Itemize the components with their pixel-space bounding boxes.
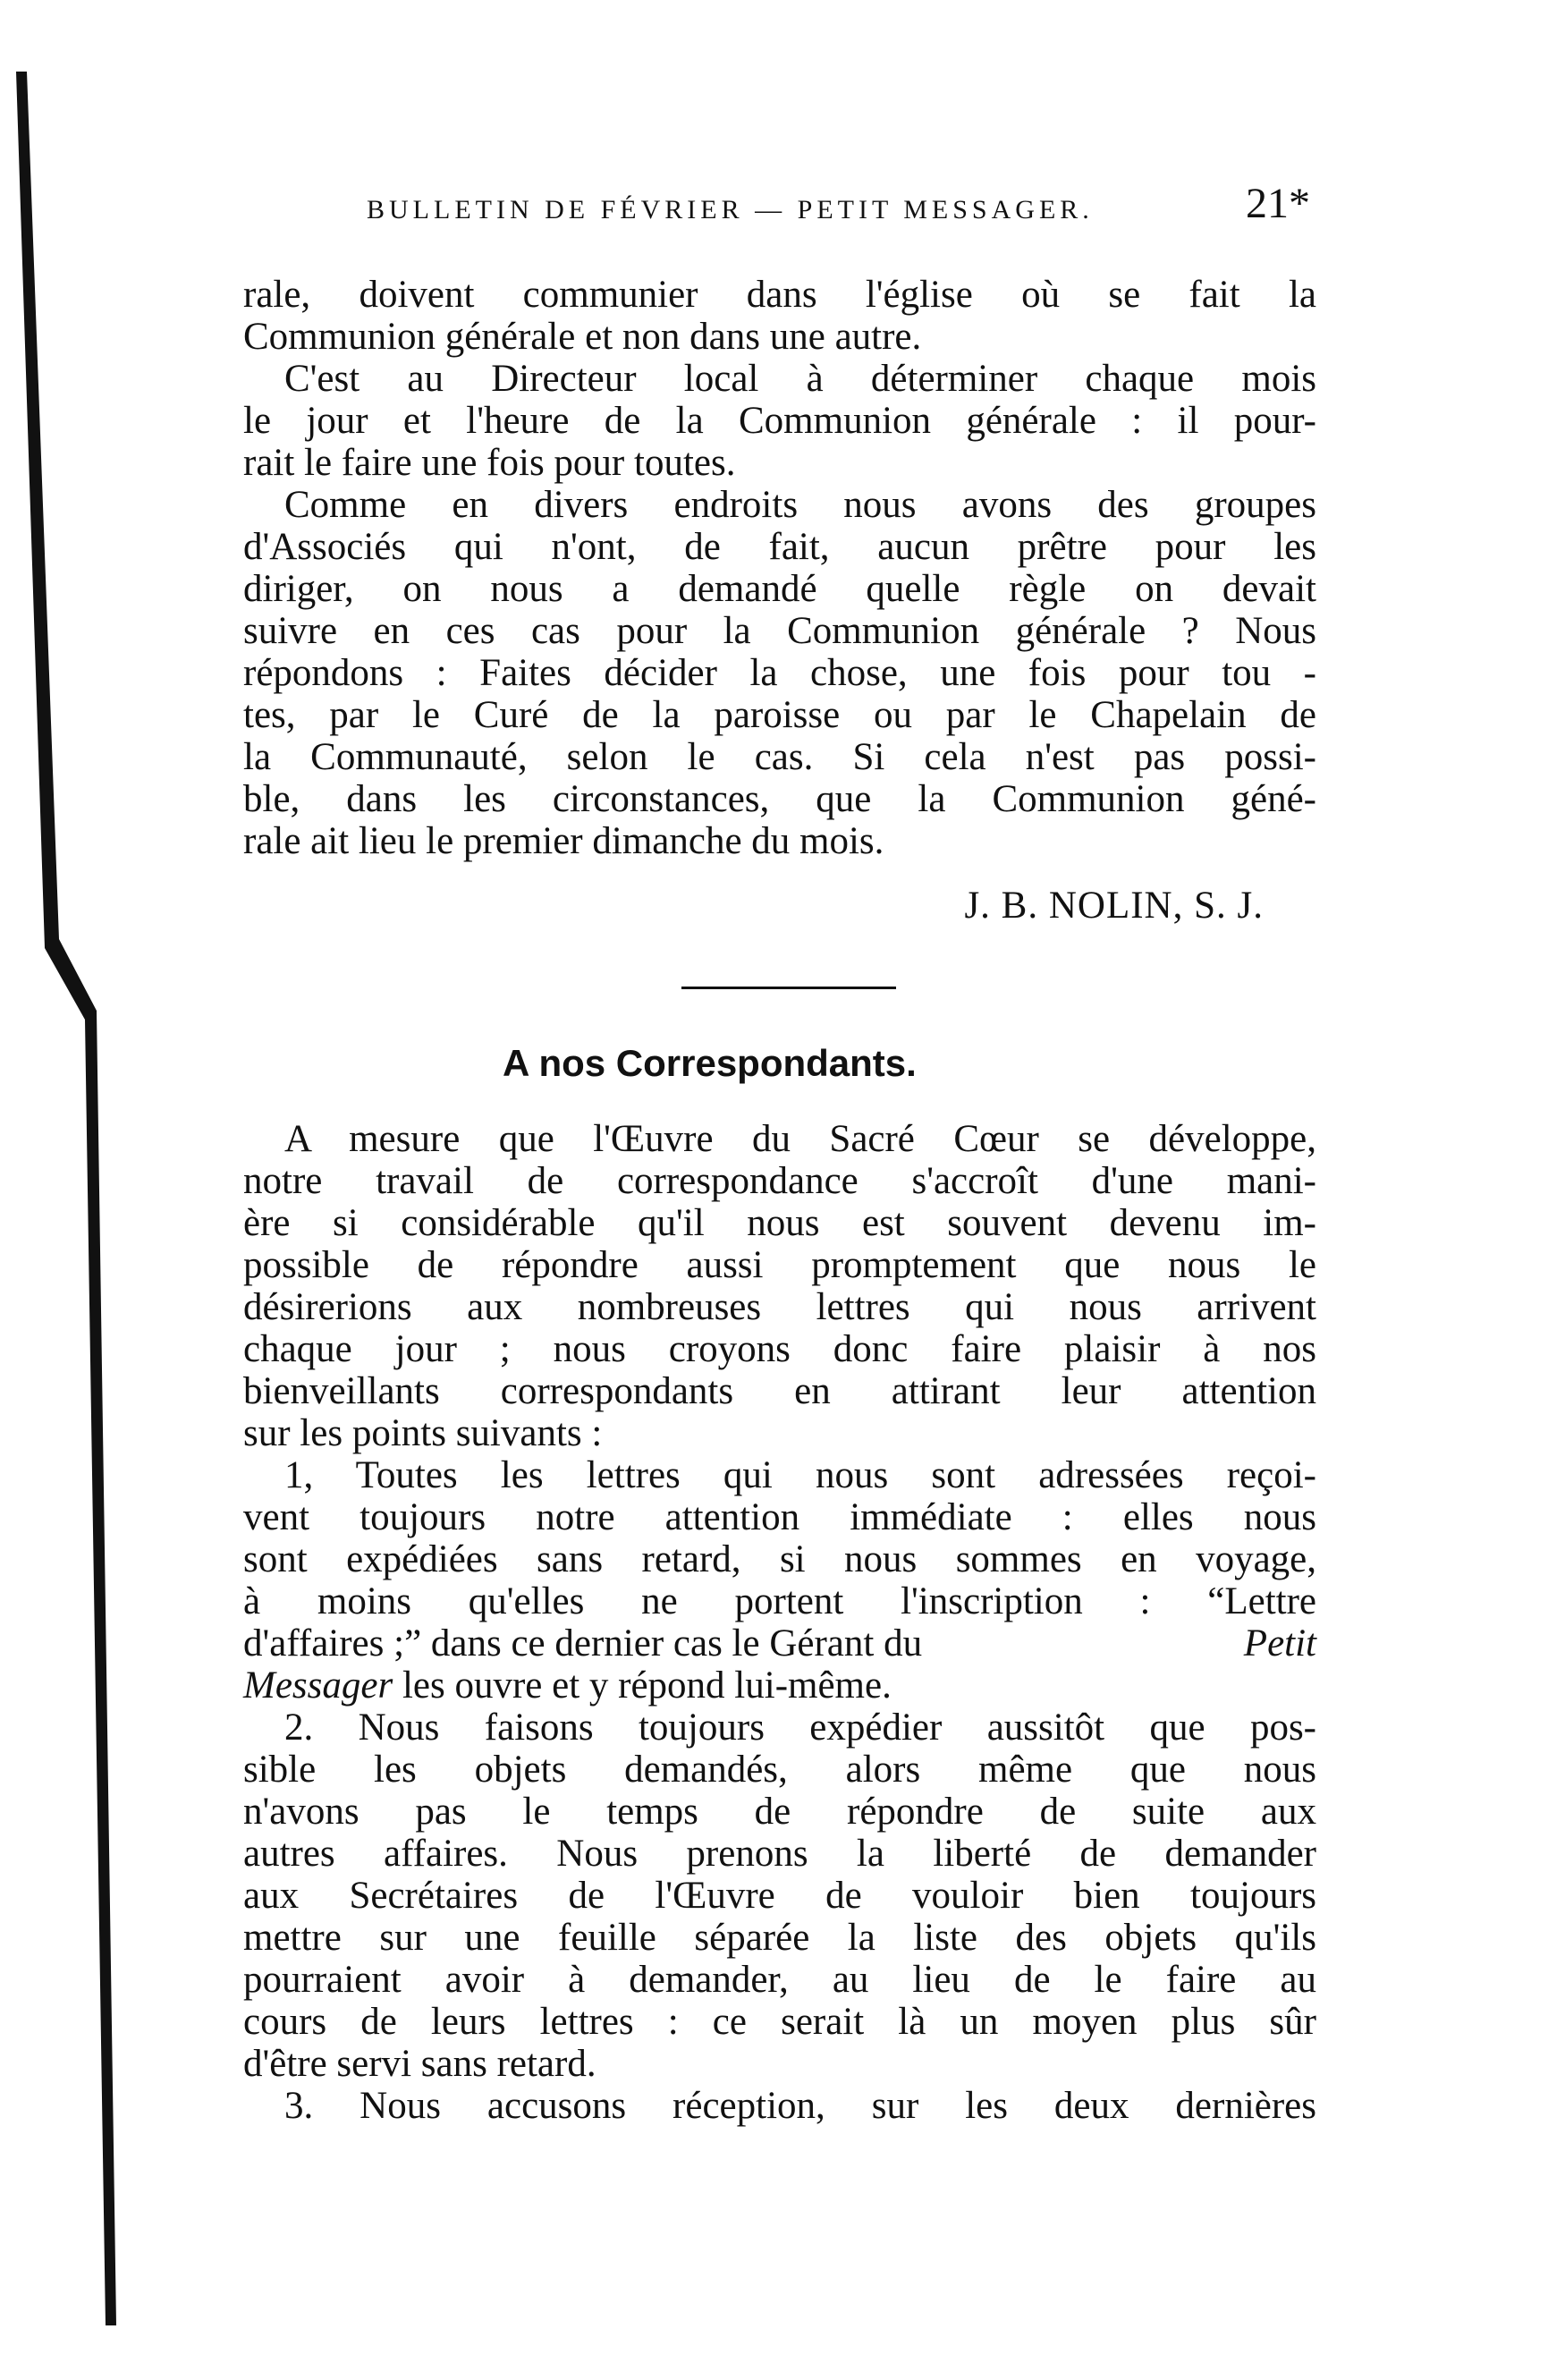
article-continuation: [243, 274, 1316, 862]
text-line: n'avons pas le temps de répondre de suite aux: [243, 1791, 1316, 1833]
text-line: 3. Nous accusons réception, sur les deux dernières: [284, 2085, 1316, 2127]
text-line: Communion générale et non dans une autre.: [243, 316, 922, 358]
text-line: 2. Nous faisons toujours expédier aussitôt que pos-: [284, 1707, 1316, 1749]
text-line: ble, dans les circonstances, que la Communion géné-: [243, 778, 1316, 820]
text-line: rale, doivent communier dans l'église où se fait la: [243, 274, 1316, 316]
text-line: à moins qu'elles ne portent l'inscription : “Lettre: [243, 1580, 1316, 1622]
text-line: autres affaires. Nous prenons la liberté de demander: [243, 1833, 1316, 1875]
text-line: désirerions aux nombreuses lettres qui nous arrivent: [243, 1286, 1316, 1328]
running-title: BULLETIN DE FÉVRIER — PETIT MESSAGER.: [367, 195, 1094, 224]
correspondents-notice: [243, 1118, 1316, 2127]
author-signature: J. B. NOLIN, S. J.: [964, 885, 1264, 927]
text-line: répondons : Faites décider la chose, une fois pour tou -: [243, 652, 1316, 694]
italic-title-word: Messager: [243, 1664, 393, 1707]
text-line: 1, Toutes les lettres qui nous sont adressées reçoi-: [284, 1454, 1316, 1496]
text-line: [243, 1622, 1316, 1664]
text-line: bienveillants correspondants en attirant leur attention: [243, 1370, 1316, 1412]
running-header: [367, 180, 1310, 227]
section-title: A nos Correspondants.: [503, 1042, 917, 1084]
text-line: [243, 1664, 1316, 1707]
text-line: sont expédiées sans retard, si nous sommes en voyage,: [243, 1538, 1316, 1580]
text-line: cours de leurs lettres : ce serait là un moyen plus sûr: [243, 2001, 1316, 2043]
text-line: tes, par le Curé de la paroisse ou par le Chapelain de: [243, 694, 1316, 736]
book-spine-edge: [0, 0, 152, 2380]
text-line: vent toujours notre attention immédiate : elles nous: [243, 1496, 1316, 1538]
text-line: chaque jour ; nous croyons donc faire plaisir à nos: [243, 1328, 1316, 1370]
text-line: ère si considérable qu'il nous est souvent devenu im-: [243, 1202, 1316, 1244]
section-divider: [681, 987, 896, 989]
text-line: suivre en ces cas pour la Communion générale ? Nous: [243, 610, 1316, 652]
text-line: A mesure que l'Œuvre du Sacré Cœur se développe,: [284, 1118, 1316, 1160]
text-line: pourraient avoir à demander, au lieu de le faire au: [243, 1959, 1316, 2001]
text-line: diriger, on nous a demandé quelle règle on devait: [243, 568, 1316, 610]
text-line: mettre sur une feuille séparée la liste des objets qu'ils: [243, 1917, 1316, 1959]
text-line: possible de répondre aussi promptement que nous le: [243, 1244, 1316, 1286]
text-line: rale ait lieu le premier dimanche du mois.: [243, 820, 884, 862]
text-line: la Communauté, selon le cas. Si cela n'est pas possi-: [243, 736, 1316, 778]
text-line: Comme en divers endroits nous avons des groupes: [284, 484, 1316, 526]
text-segment: d'affaires ;” dans ce dernier cas le Gérant du: [243, 1622, 923, 1664]
text-line: sur les points suivants :: [243, 1412, 603, 1454]
text-line: notre travail de correspondance s'accroît d'une mani-: [243, 1160, 1316, 1202]
text-line: d'être servi sans retard.: [243, 2043, 596, 2085]
text-line: d'Associés qui n'ont, de fait, aucun prêtre pour les: [243, 526, 1316, 568]
text-line: aux Secrétaires de l'Œuvre de vouloir bien toujours: [243, 1875, 1316, 1917]
text-line: le jour et l'heure de la Communion générale : il pour-: [243, 400, 1316, 442]
text-line: C'est au Directeur local à déterminer chaque mois: [284, 358, 1316, 400]
page-number: 21*: [1246, 180, 1310, 227]
italic-title-word: Petit: [1243, 1622, 1316, 1664]
text-line: sible les objets demandés, alors même que nous: [243, 1749, 1316, 1791]
text-segment: les ouvre et y répond lui-même.: [393, 1664, 892, 1707]
text-line: rait le faire une fois pour toutes.: [243, 442, 736, 484]
